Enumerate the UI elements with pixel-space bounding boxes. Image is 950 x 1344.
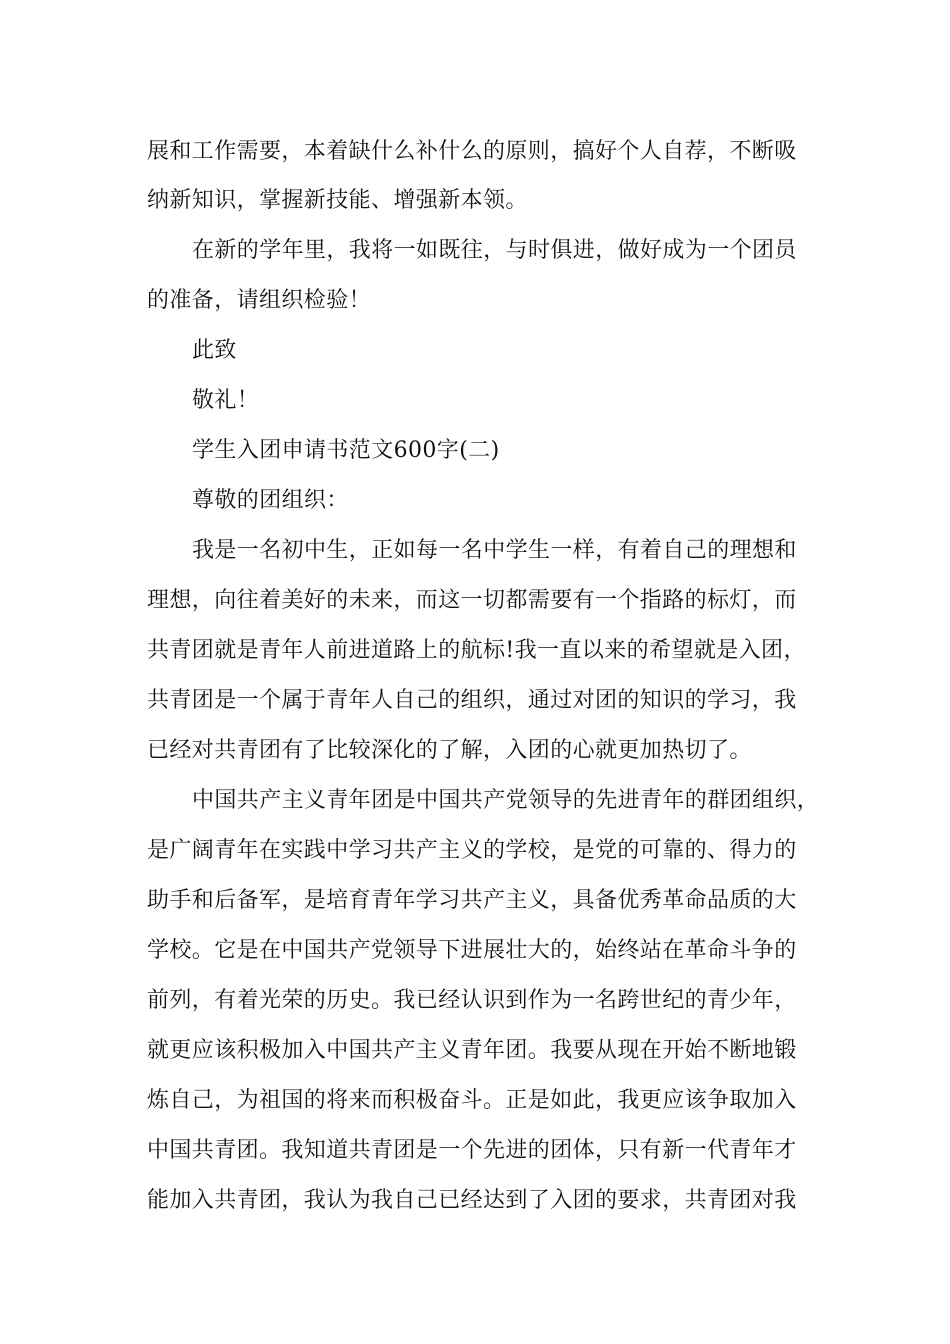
- paragraph-line: 中国共产主义青年团是中国共产党领导的先进青年的群团组织，: [192, 788, 820, 813]
- paragraph-line: 前列，有着光荣的历史。我已经认识到作为一名跨世纪的青少年，: [147, 988, 797, 1013]
- paragraph-line: 中国共青团。我知道共青团是一个先进的团体，只有新一代青年才: [147, 1138, 797, 1163]
- paragraph-line: 学校。它是在中国共产党领导下进展壮大的，始终站在革命斗争的: [147, 938, 797, 963]
- section-title: 学生入团申请书范文600字(二): [192, 438, 500, 463]
- paragraph-line: 共青团是一个属于青年人自己的组织，通过对团的知识的学习，我: [147, 688, 797, 713]
- paragraph-line: 能加入共青团，我认为我自己已经达到了入团的要求，共青团对我: [147, 1188, 797, 1213]
- closing-salute: 敬礼！: [192, 388, 260, 413]
- paragraph-line: 我是一名初中生，正如每一名中学生一样，有着自己的理想和: [192, 538, 797, 563]
- paragraph-line: 的准备，请组织检验！: [147, 288, 372, 313]
- paragraph-line: 就更应该积极加入中国共产主义青年团。我要从现在开始不断地锻: [147, 1038, 797, 1063]
- paragraph-line: 在新的学年里，我将一如既往，与时俱进，做好成为一个团员: [192, 238, 797, 263]
- paragraph-line: 共青团就是青年人前进道路上的航标!我一直以来的希望就是入团，: [147, 638, 806, 663]
- paragraph-line: 展和工作需要，本着缺什么补什么的原则，搞好个人自荐，不断吸: [147, 139, 797, 164]
- paragraph-line: 纳新知识，掌握新技能、增强新本领。: [147, 188, 528, 213]
- paragraph-line: 理想，向往着美好的未来，而这一切都需要有一个指路的标灯，而: [147, 588, 797, 613]
- paragraph-line: 助手和后备军，是培育青年学习共产主义，具备优秀革命品质的大: [147, 888, 797, 913]
- salutation: 尊敬的团组织：: [192, 488, 349, 513]
- paragraph-line: 已经对共青团有了比较深化的了解，入团的心就更加热切了。: [147, 738, 752, 763]
- paragraph-line: 是广阔青年在实践中学习共产主义的学校，是党的可靠的、得力的: [147, 838, 797, 863]
- closing-line: 此致: [192, 338, 237, 363]
- paragraph-line: 炼自己，为祖国的将来而积极奋斗。正是如此，我更应该争取加入: [147, 1088, 797, 1113]
